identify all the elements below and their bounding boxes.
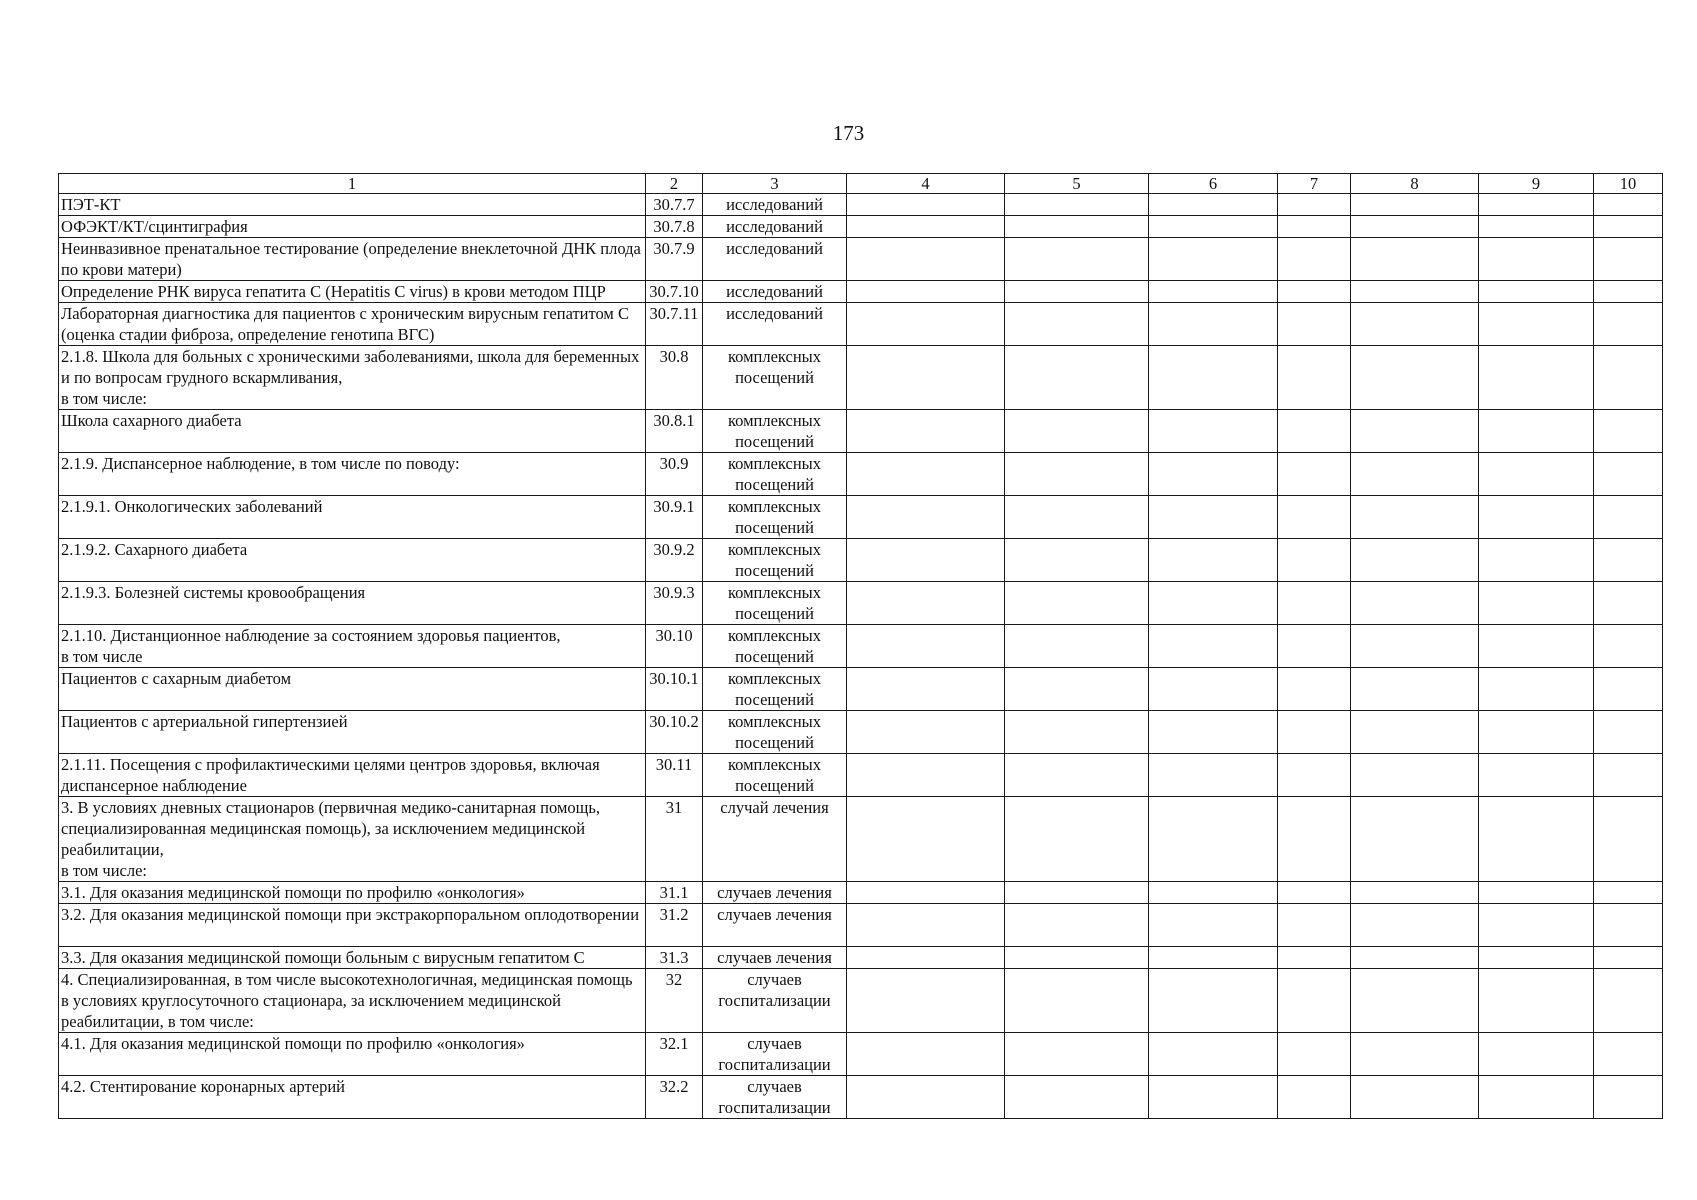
row-name-cell [59, 453, 646, 496]
empty-cell [1149, 281, 1278, 303]
empty-cell [1005, 969, 1149, 1033]
row-code-cell: 31.1 [646, 882, 703, 904]
column-header: 6 [1149, 174, 1278, 194]
empty-cell [1479, 1033, 1594, 1076]
empty-cell [1479, 303, 1594, 346]
empty-cell [1479, 625, 1594, 668]
empty-cell [1005, 194, 1149, 216]
empty-cell [847, 797, 1005, 882]
empty-cell [847, 410, 1005, 453]
row-unit-cell: комплексных посещений [703, 453, 847, 496]
column-header: 8 [1351, 174, 1479, 194]
empty-cell [1479, 194, 1594, 216]
empty-cell [1278, 410, 1351, 453]
empty-cell [1149, 754, 1278, 797]
row-unit-cell: исследований [703, 216, 847, 238]
empty-cell [847, 194, 1005, 216]
row-name-cell [59, 625, 646, 668]
row-name-text: Определение РНК вируса гепатита С (Hepatitis C virus) в крови методом ПЦР [61, 282, 606, 301]
row-unit-cell: комплексных посещений [703, 582, 847, 625]
table-row [59, 882, 1663, 904]
empty-cell [1278, 194, 1351, 216]
table-row [59, 711, 1663, 754]
table-row [59, 797, 1663, 882]
empty-cell [1594, 711, 1663, 754]
table-row [59, 904, 1663, 947]
row-code-cell: 30.9.2 [646, 539, 703, 582]
empty-cell [1149, 216, 1278, 238]
empty-cell [1005, 754, 1149, 797]
row-name-cell [59, 281, 646, 303]
row-unit-cell: случаев лечения [703, 904, 847, 947]
row-name-text: 4.2. Стентирование коронарных артерий [61, 1077, 345, 1096]
row-name-cell [59, 882, 646, 904]
empty-cell [1278, 668, 1351, 711]
row-name-cell [59, 904, 646, 947]
empty-cell [1479, 410, 1594, 453]
table-row [59, 969, 1663, 1033]
row-name-text: Школа сахарного диабета [61, 411, 242, 430]
empty-cell [1005, 904, 1149, 947]
empty-cell [847, 496, 1005, 539]
empty-cell [1005, 947, 1149, 969]
empty-cell [1351, 969, 1479, 1033]
row-name-cell [59, 754, 646, 797]
table-row [59, 668, 1663, 711]
empty-cell [1594, 797, 1663, 882]
empty-cell [1594, 882, 1663, 904]
data-table [58, 173, 1663, 1119]
empty-cell [1149, 904, 1278, 947]
empty-cell [1351, 194, 1479, 216]
empty-cell [1351, 754, 1479, 797]
empty-cell [847, 969, 1005, 1033]
empty-cell [1149, 496, 1278, 539]
empty-cell [1479, 453, 1594, 496]
row-name-cell [59, 668, 646, 711]
row-code-cell: 32.2 [646, 1076, 703, 1119]
row-unit-cell: исследований [703, 281, 847, 303]
empty-cell [1351, 1076, 1479, 1119]
row-name-text: Лабораторная диагностика для пациентов с хроническим вирусным гепатитом С (оценка стадии фиброза, определение генотипа ВГС) [61, 304, 630, 344]
empty-cell [1351, 539, 1479, 582]
empty-cell [1005, 410, 1149, 453]
empty-cell [1278, 539, 1351, 582]
row-unit-cell: комплексных посещений [703, 711, 847, 754]
table-row [59, 496, 1663, 539]
empty-cell [1351, 410, 1479, 453]
empty-cell [847, 711, 1005, 754]
empty-cell [847, 625, 1005, 668]
column-header: 7 [1278, 174, 1351, 194]
row-unit-cell: исследований [703, 238, 847, 281]
empty-cell [1149, 711, 1278, 754]
row-name-cell [59, 194, 646, 216]
row-code-cell: 30.8 [646, 346, 703, 410]
empty-cell [1351, 1033, 1479, 1076]
table-row [59, 754, 1663, 797]
empty-cell [847, 238, 1005, 281]
row-name-cell [59, 1076, 646, 1119]
row-name-text: в том числе: [61, 389, 148, 408]
empty-cell [1479, 668, 1594, 711]
empty-cell [1479, 947, 1594, 969]
empty-cell [1594, 904, 1663, 947]
empty-cell [1005, 281, 1149, 303]
row-name-cell [59, 711, 646, 754]
empty-cell [847, 453, 1005, 496]
empty-cell [1149, 1076, 1278, 1119]
empty-cell [1479, 904, 1594, 947]
row-name-text: 3.3. Для оказания медицинской помощи больным с вирусным гепатитом С [61, 948, 585, 967]
empty-cell [1278, 625, 1351, 668]
empty-cell [1479, 281, 1594, 303]
empty-cell [1005, 711, 1149, 754]
empty-cell [1594, 216, 1663, 238]
row-code-cell: 31.3 [646, 947, 703, 969]
row-code-cell: 31 [646, 797, 703, 882]
empty-cell [847, 216, 1005, 238]
empty-cell [1278, 1033, 1351, 1076]
row-unit-cell: случаев госпитализации [703, 1033, 847, 1076]
empty-cell [1594, 453, 1663, 496]
empty-cell [1594, 281, 1663, 303]
empty-cell [1594, 346, 1663, 410]
empty-cell [1149, 303, 1278, 346]
empty-cell [1278, 1076, 1351, 1119]
empty-cell [1149, 539, 1278, 582]
empty-cell [1149, 453, 1278, 496]
row-code-cell: 30.7.10 [646, 281, 703, 303]
row-name-text: 2.1.9. Диспансерное наблюдение, в том числе по поводу: [61, 454, 460, 473]
empty-cell [1594, 303, 1663, 346]
table-row [59, 410, 1663, 453]
column-header: 4 [847, 174, 1005, 194]
empty-cell [1351, 947, 1479, 969]
empty-cell [1149, 1033, 1278, 1076]
row-unit-cell: случаев лечения [703, 882, 847, 904]
empty-cell [1594, 582, 1663, 625]
row-name-text: в том числе: [61, 861, 148, 880]
row-code-cell: 30.7.7 [646, 194, 703, 216]
row-name-cell [59, 410, 646, 453]
empty-cell [1149, 625, 1278, 668]
row-name-text: Неинвазивное пренатальное тестирование (определение внеклеточной ДНК плода по крови матери) [61, 239, 641, 279]
row-name-cell [59, 216, 646, 238]
empty-cell [1479, 797, 1594, 882]
empty-cell [1278, 582, 1351, 625]
empty-cell [847, 754, 1005, 797]
empty-cell [847, 1033, 1005, 1076]
row-name-text: ПЭТ-КТ [61, 195, 121, 214]
row-name-cell [59, 496, 646, 539]
row-name-text: 2.1.9.3. Болезней системы кровообращения [61, 583, 366, 602]
empty-cell [1278, 303, 1351, 346]
empty-cell [1149, 238, 1278, 281]
empty-cell [1005, 453, 1149, 496]
table-row [59, 346, 1663, 410]
empty-cell [1149, 882, 1278, 904]
empty-cell [1278, 496, 1351, 539]
empty-cell [847, 668, 1005, 711]
table-row [59, 582, 1663, 625]
table-row [59, 303, 1663, 346]
empty-cell [1149, 346, 1278, 410]
empty-cell [1351, 346, 1479, 410]
empty-cell [1351, 668, 1479, 711]
empty-cell [1351, 625, 1479, 668]
row-name-text: 4. Специализированная, в том числе высокотехнологичная, медицинская помощь в условиях круглосуточного стационара, за исключением медицинской реабилитации, в том числе: [61, 970, 633, 1031]
empty-cell [1278, 238, 1351, 281]
empty-cell [1351, 882, 1479, 904]
row-name-text: 3. В условиях дневных стационаров (первичная медико-санитарная помощь, специализированная медицинская помощь), за исключением медицинской реабилитации, [61, 798, 600, 859]
row-name-text: ОФЭКТ/КТ/сцинтиграфия [61, 217, 248, 236]
table-row [59, 1033, 1663, 1076]
empty-cell [1005, 882, 1149, 904]
row-name-text: 2.1.11. Посещения с профилактическими целями центров здоровья, включая диспансерное наблюдение [61, 755, 600, 795]
row-code-cell: 30.10.2 [646, 711, 703, 754]
row-unit-cell: случай лечения [703, 797, 847, 882]
empty-cell [1278, 216, 1351, 238]
empty-cell [1278, 882, 1351, 904]
empty-cell [1594, 496, 1663, 539]
empty-cell [1005, 1033, 1149, 1076]
row-unit-cell: комплексных посещений [703, 625, 847, 668]
empty-cell [1351, 711, 1479, 754]
empty-cell [1479, 539, 1594, 582]
row-name-cell [59, 969, 646, 1033]
row-unit-cell: комплексных посещений [703, 539, 847, 582]
empty-cell [1005, 1076, 1149, 1119]
empty-cell [1005, 582, 1149, 625]
row-unit-cell: исследований [703, 303, 847, 346]
row-unit-cell: комплексных посещений [703, 346, 847, 410]
row-name-cell [59, 582, 646, 625]
column-header: 1 [59, 174, 646, 194]
column-header: 5 [1005, 174, 1149, 194]
empty-cell [1594, 947, 1663, 969]
empty-cell [1149, 668, 1278, 711]
empty-cell [1005, 539, 1149, 582]
empty-cell [1005, 303, 1149, 346]
empty-cell [847, 582, 1005, 625]
page-number: 173 [832, 121, 865, 145]
row-name-cell [59, 797, 646, 882]
row-name-cell [59, 346, 646, 410]
empty-cell [1278, 453, 1351, 496]
empty-cell [1149, 410, 1278, 453]
empty-cell [1278, 281, 1351, 303]
empty-cell [1351, 904, 1479, 947]
empty-cell [1351, 582, 1479, 625]
row-code-cell: 30.7.8 [646, 216, 703, 238]
empty-cell [1005, 216, 1149, 238]
empty-cell [847, 303, 1005, 346]
empty-cell [1594, 1033, 1663, 1076]
empty-cell [1351, 496, 1479, 539]
empty-cell [1351, 216, 1479, 238]
row-code-cell: 30.10.1 [646, 668, 703, 711]
empty-cell [1594, 754, 1663, 797]
row-name-text: Пациентов с сахарным диабетом [61, 669, 292, 688]
empty-cell [1005, 668, 1149, 711]
table-row [59, 216, 1663, 238]
table-row [59, 194, 1663, 216]
row-code-cell: 30.8.1 [646, 410, 703, 453]
column-header: 10 [1594, 174, 1663, 194]
empty-cell [1479, 882, 1594, 904]
row-name-cell [59, 539, 646, 582]
row-unit-cell: комплексных посещений [703, 754, 847, 797]
row-name-text: Пациентов с артериальной гипертензией [61, 712, 348, 731]
row-unit-cell: случаев госпитализации [703, 969, 847, 1033]
empty-cell [847, 1076, 1005, 1119]
empty-cell [1278, 797, 1351, 882]
empty-cell [1278, 754, 1351, 797]
empty-cell [1149, 969, 1278, 1033]
row-code-cell: 32.1 [646, 1033, 703, 1076]
row-code-cell: 30.7.9 [646, 238, 703, 281]
empty-cell [1479, 216, 1594, 238]
empty-cell [1005, 797, 1149, 882]
empty-cell [1479, 346, 1594, 410]
row-name-text: 3.2. Для оказания медицинской помощи при экстракорпоральном оплодотворении [61, 905, 640, 924]
row-unit-cell: случаев госпитализации [703, 1076, 847, 1119]
row-name-cell [59, 238, 646, 281]
row-code-cell: 31.2 [646, 904, 703, 947]
row-name-text: 2.1.9.1. Онкологических заболеваний [61, 497, 323, 516]
empty-cell [1278, 969, 1351, 1033]
empty-cell [1594, 625, 1663, 668]
empty-cell [1479, 969, 1594, 1033]
empty-cell [1594, 969, 1663, 1033]
empty-cell [1479, 1076, 1594, 1119]
empty-cell [1278, 711, 1351, 754]
empty-cell [847, 346, 1005, 410]
empty-cell [1594, 1076, 1663, 1119]
empty-cell [1149, 582, 1278, 625]
table-row [59, 1076, 1663, 1119]
row-name-text: 3.1. Для оказания медицинской помощи по профилю «онкология» [61, 883, 525, 902]
empty-cell [847, 281, 1005, 303]
table-row [59, 238, 1663, 281]
empty-cell [1005, 238, 1149, 281]
empty-cell [1479, 754, 1594, 797]
empty-cell [1351, 453, 1479, 496]
empty-cell [1351, 238, 1479, 281]
row-name-text: в том числе [61, 647, 143, 666]
empty-cell [1149, 947, 1278, 969]
empty-cell [1594, 238, 1663, 281]
table-row [59, 453, 1663, 496]
empty-cell [1278, 346, 1351, 410]
table-body [59, 194, 1663, 1119]
empty-cell [1594, 668, 1663, 711]
row-unit-cell: случаев лечения [703, 947, 847, 969]
row-code-cell: 30.7.11 [646, 303, 703, 346]
row-name-text: 4.1. Для оказания медицинской помощи по профилю «онкология» [61, 1034, 525, 1053]
empty-cell [1005, 346, 1149, 410]
row-name-text: 2.1.10. Дистанционное наблюдение за состоянием здоровья пациентов, [61, 626, 561, 645]
table-row [59, 539, 1663, 582]
row-name-text: 2.1.8. Школа для больных с хроническими заболеваниями, школа для беременных и по вопросам грудного вскармливания, [61, 347, 640, 387]
row-name-text: 2.1.9.2. Сахарного диабета [61, 540, 248, 559]
empty-cell [1278, 947, 1351, 969]
column-header: 9 [1479, 174, 1594, 194]
table-row [59, 281, 1663, 303]
row-code-cell: 30.10 [646, 625, 703, 668]
empty-cell [1594, 539, 1663, 582]
empty-cell [1005, 625, 1149, 668]
row-unit-cell: комплексных посещений [703, 668, 847, 711]
empty-cell [1594, 194, 1663, 216]
empty-cell [1351, 797, 1479, 882]
row-code-cell: 30.11 [646, 754, 703, 797]
row-unit-cell: исследований [703, 194, 847, 216]
empty-cell [847, 882, 1005, 904]
empty-cell [1149, 797, 1278, 882]
row-name-cell [59, 947, 646, 969]
row-unit-cell: комплексных посещений [703, 410, 847, 453]
empty-cell [1351, 281, 1479, 303]
row-code-cell: 32 [646, 969, 703, 1033]
table-row [59, 625, 1663, 668]
header-row [59, 174, 1663, 194]
column-header: 2 [646, 174, 703, 194]
empty-cell [1479, 711, 1594, 754]
empty-cell [847, 947, 1005, 969]
empty-cell [1149, 194, 1278, 216]
row-unit-cell: комплексных посещений [703, 496, 847, 539]
row-code-cell: 30.9.3 [646, 582, 703, 625]
empty-cell [847, 539, 1005, 582]
empty-cell [1479, 238, 1594, 281]
row-name-cell [59, 1033, 646, 1076]
empty-cell [847, 904, 1005, 947]
empty-cell [1278, 904, 1351, 947]
table-row [59, 947, 1663, 969]
empty-cell [1479, 582, 1594, 625]
empty-cell [1005, 496, 1149, 539]
row-code-cell: 30.9.1 [646, 496, 703, 539]
row-code-cell: 30.9 [646, 453, 703, 496]
empty-cell [1351, 303, 1479, 346]
empty-cell [1479, 496, 1594, 539]
column-header: 3 [703, 174, 847, 194]
empty-cell [1594, 410, 1663, 453]
row-name-cell [59, 303, 646, 346]
